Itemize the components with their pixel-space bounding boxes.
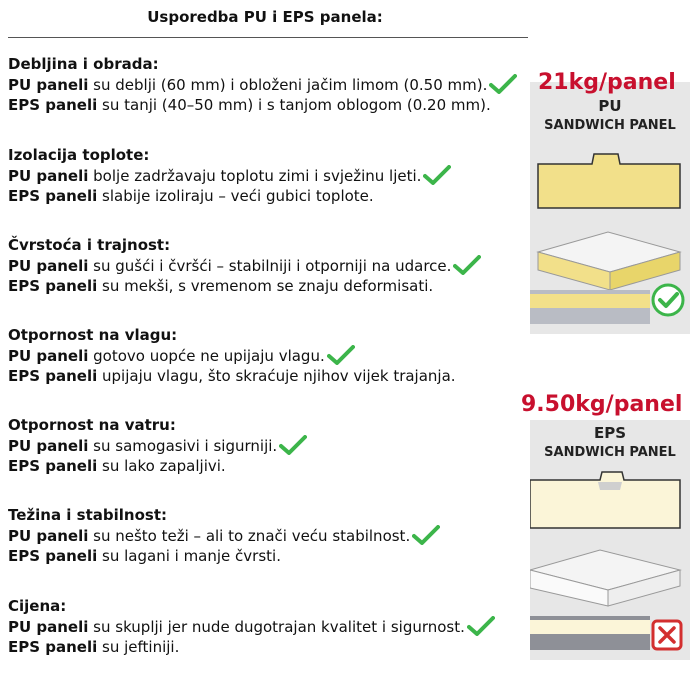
eps-text: su jeftiniji. — [97, 638, 180, 656]
section-heading: Otpornost na vatru: — [8, 416, 176, 434]
pu-label: PU paneli — [8, 167, 89, 185]
pu-text: gotovo uopće ne upijaju vlagu. — [88, 347, 325, 365]
pu-line — [8, 525, 518, 546]
check-icon — [279, 435, 307, 455]
eps-label: EPS paneli — [8, 187, 98, 205]
section-heading: Otpornost na vlagu: — [8, 326, 178, 344]
eps-line — [8, 546, 518, 566]
pu-line — [8, 616, 518, 637]
pu-panel-subtitle: SANDWICH PANEL — [544, 118, 676, 133]
section-fire — [8, 415, 518, 476]
pu-line — [8, 255, 518, 276]
title-divider — [8, 37, 528, 38]
eps-label: EPS paneli — [8, 547, 98, 565]
eps-text: upijaju vlagu, što skraćuje njihov vijek trajanja. — [97, 367, 456, 385]
pu-line — [8, 435, 518, 456]
eps-line — [8, 186, 518, 206]
section-heading: Debljina i obrada: — [8, 55, 159, 73]
section-heading: Težina i stabilnost: — [8, 506, 167, 524]
pu-label: PU paneli — [8, 618, 89, 636]
eps-line — [8, 276, 518, 296]
pu-panel-title: PU — [598, 97, 622, 115]
pu-label: PU paneli — [8, 257, 89, 275]
eps-label: EPS paneli — [8, 638, 98, 656]
check-icon — [467, 616, 495, 636]
section-price — [8, 596, 518, 657]
check-icon — [412, 525, 440, 545]
check-icon — [489, 74, 517, 94]
pu-text: su samogasivi i sigurniji. — [88, 437, 278, 455]
pu-text: su gušći i čvršći – stabilniji i otporniji na udarce. — [88, 257, 452, 275]
eps-weight: 9.50kg/panel — [521, 392, 683, 417]
check-circle-icon — [650, 282, 686, 318]
check-icon — [453, 255, 481, 275]
eps-label: EPS paneli — [8, 367, 98, 385]
section-heading: Čvrstoća i trajnost: — [8, 236, 171, 254]
check-icon — [423, 165, 451, 185]
section-strength — [8, 235, 518, 296]
eps-text: slabije izoliraju – veći gubici toplote. — [97, 187, 374, 205]
page-title: Usporedba PU i EPS panela: — [147, 8, 383, 26]
x-box-icon — [650, 618, 684, 652]
eps-line — [8, 95, 518, 115]
eps-text: su tanji (40–50 mm) i s tanjom oblogom (0.20 mm). — [97, 96, 491, 114]
pu-label: PU paneli — [8, 76, 89, 94]
pu-line — [8, 345, 518, 366]
pu-label: PU paneli — [8, 527, 89, 545]
section-insulation — [8, 145, 518, 206]
pu-text: su skuplji jer nude dugotrajan kvalitet i sigurnost. — [88, 618, 465, 636]
section-weight — [8, 505, 518, 566]
eps-text: su lako zapaljivi. — [97, 457, 226, 475]
check-icon — [327, 345, 355, 365]
eps-panel-subtitle: SANDWICH PANEL — [544, 445, 676, 460]
eps-line — [8, 456, 518, 476]
pu-text: su nešto teži – ali to znači veću stabilnost. — [88, 527, 411, 545]
eps-line — [8, 637, 518, 657]
section-heading: Izolacija toplote: — [8, 146, 150, 164]
eps-label: EPS paneli — [8, 96, 98, 114]
eps-label: EPS paneli — [8, 457, 98, 475]
eps-panel-title: EPS — [593, 424, 627, 442]
section-heading: Cijena: — [8, 597, 67, 615]
section-thickness — [8, 54, 518, 115]
pu-text: bolje zadržavaju toplotu zimi i svježinu ljeti. — [88, 167, 422, 185]
pu-label: PU paneli — [8, 347, 89, 365]
pu-label: PU paneli — [8, 437, 89, 455]
eps-text: su mekši, s vremenom se znaju deformisati. — [97, 277, 434, 295]
section-moisture — [8, 325, 518, 386]
eps-line — [8, 366, 518, 386]
pu-text: su deblji (60 mm) i obloženi jačim limom (0.50 mm). — [88, 76, 488, 94]
pu-weight: 21kg/panel — [538, 70, 676, 95]
eps-text: su lagani i manje čvrsti. — [97, 547, 281, 565]
pu-line — [8, 74, 518, 95]
pu-line — [8, 165, 518, 186]
eps-label: EPS paneli — [8, 277, 98, 295]
